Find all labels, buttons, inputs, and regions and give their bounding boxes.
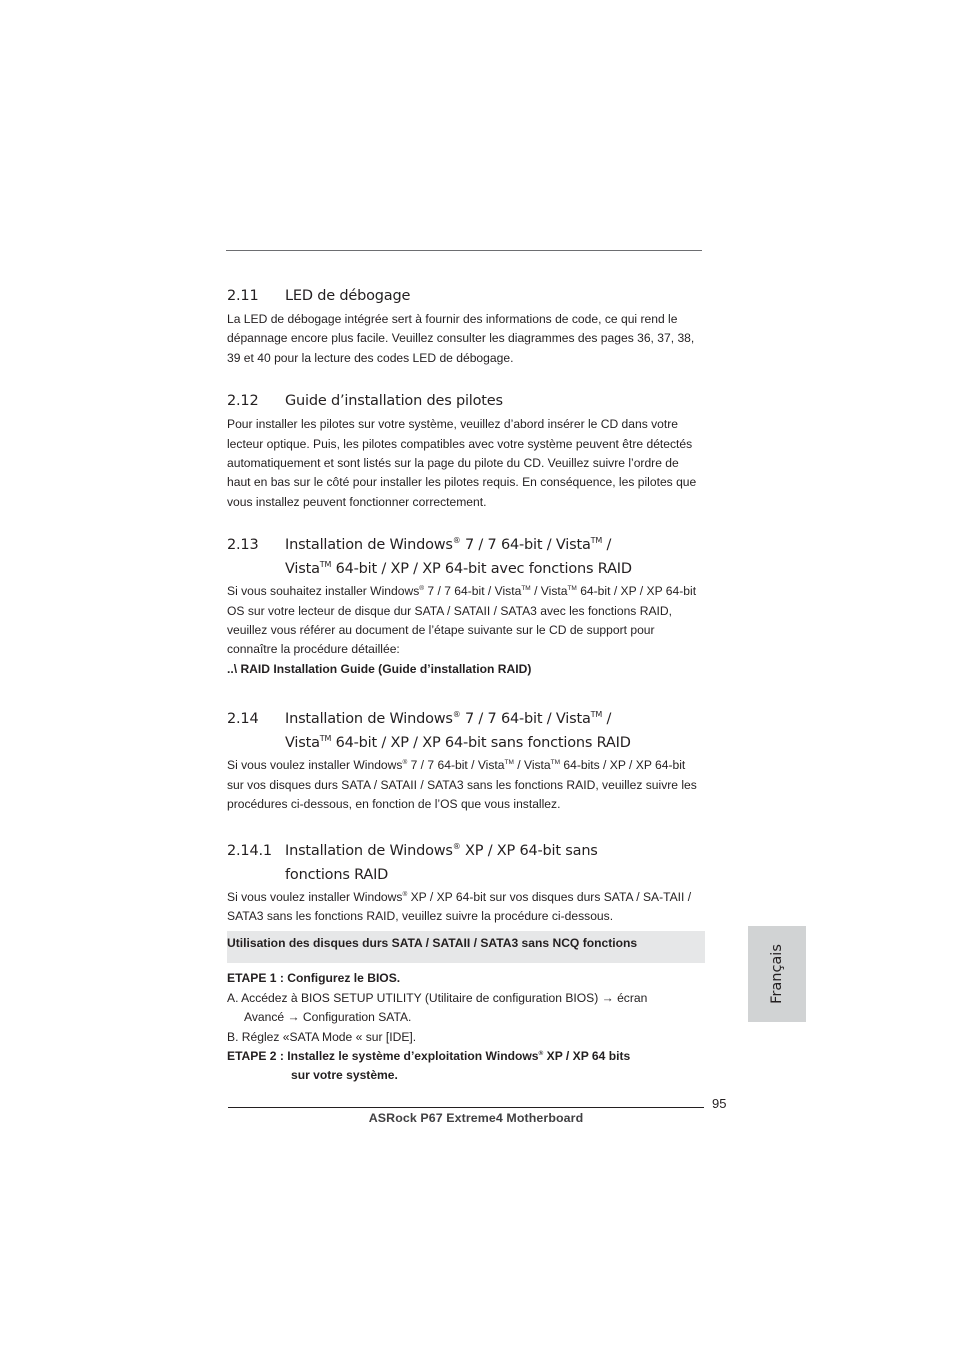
- section-heading-2-12: 2.12 Guide d’installation des pilotes: [227, 393, 503, 410]
- section-heading-2-14-1: 2.14.1 Installation de Windows® XP / XP 64-bit sans fonctions RAID: [227, 841, 598, 883]
- page-content: [227, 284, 705, 1086]
- section-body-2-14-1: Si vous voulez installer Windows® XP / XP 64-bit sur vos disques durs SATA / SA-TAII / SATA3 sans les fonctions RAID, veuillez suivre la procédure ci-dessous.: [227, 889, 692, 923]
- step-1-b: B. Réglez «SATA Mode « sur [IDE].: [227, 1029, 417, 1044]
- section-body-2-11: La LED de débogage intégrée sert à fournir des informations de code, ce qui rend le dépannage encore plus facile. Veuillez consulter les diagrammes des pages 36, 37, 38, 39 et 40 pour la lecture des codes LED de débogage.: [227, 312, 695, 365]
- step-2: ETAPE 2 : Installez le système d’exploitation Windows® XP / XP 64 bits: [227, 1048, 631, 1063]
- top-rule: [226, 250, 702, 251]
- language-tab-label: Français: [769, 944, 785, 1004]
- section-heading-2-11: 2.11 LED de débogage: [227, 288, 411, 304]
- step-1-a-cont: Avancé → Configuration SATA.: [244, 1010, 412, 1025]
- page-number: 95: [712, 1096, 727, 1111]
- step-1: ETAPE 1 : Configurez le BIOS.: [227, 971, 401, 986]
- section-body-2-14: Si vous voulez installer Windows® 7 / 7 64-bit / Vista™ / Vista™ 64-bits / XP / XP 64-bit sur vos disques durs SATA / SATAII / SATA3 sans les fonctions RAID, veuillez suivre les procédures ci-dessous, en fonction de l’OS que vous installez.: [227, 758, 697, 812]
- section-heading-2-14: 2.14 Installation de Windows® 7 / 7 64-bit / Vista™ / Vista™ 64-bit / XP / XP 64-bit sans fonctions RAID: [227, 710, 631, 752]
- language-tab: [748, 926, 806, 1022]
- raid-guide-path: ..\ RAID Installation Guide (Guide d’installation RAID): [227, 661, 532, 676]
- section-heading-2-13: 2.13 Installation de Windows® 7 / 7 64-bit / Vista™ / Vista™ 64-bit / XP / XP 64-bit avec fonctions RAID: [227, 536, 632, 578]
- step-2-cont: sur votre système.: [291, 1068, 398, 1083]
- shaded-note: Utilisation des disques durs SATA / SATAII / SATA3 sans NCQ fonctions: [227, 931, 705, 963]
- section-body-2-12: Pour installer les pilotes sur votre système, veuillez d’abord insérer le CD dans votre lecteur optique. Puis, les pilotes compatibles avec votre système peuvent être détectés automatiquement et sont listés sur la page du pilote du CD. Veuillez suivre l’ordre de haut en bas sur le côté pour installer les pilotes requis. En conséquence, les pilotes que vous installez peuvent fonctionner correctement.: [227, 417, 697, 509]
- footer-text: ASRock P67 Extreme4 Motherboard: [368, 1111, 584, 1125]
- bottom-rule: [228, 1107, 704, 1108]
- section-body-2-13: Si vous souhaitez installer Windows® 7 / 7 64-bit / Vista™ / Vista™ 64-bit / XP / XP 64-bit OS sur votre lecteur de disque dur SATA / SATAII / SATA3 avec les fonctions RAID, veuillez vous référer au document de l’étape suivante sur le CD de support pour connaître la procédure détaillée:: [227, 584, 697, 657]
- step-1-a: A. Accédez à BIOS SETUP UTILITY (Utilitaire de configuration BIOS) → écran: [227, 990, 648, 1005]
